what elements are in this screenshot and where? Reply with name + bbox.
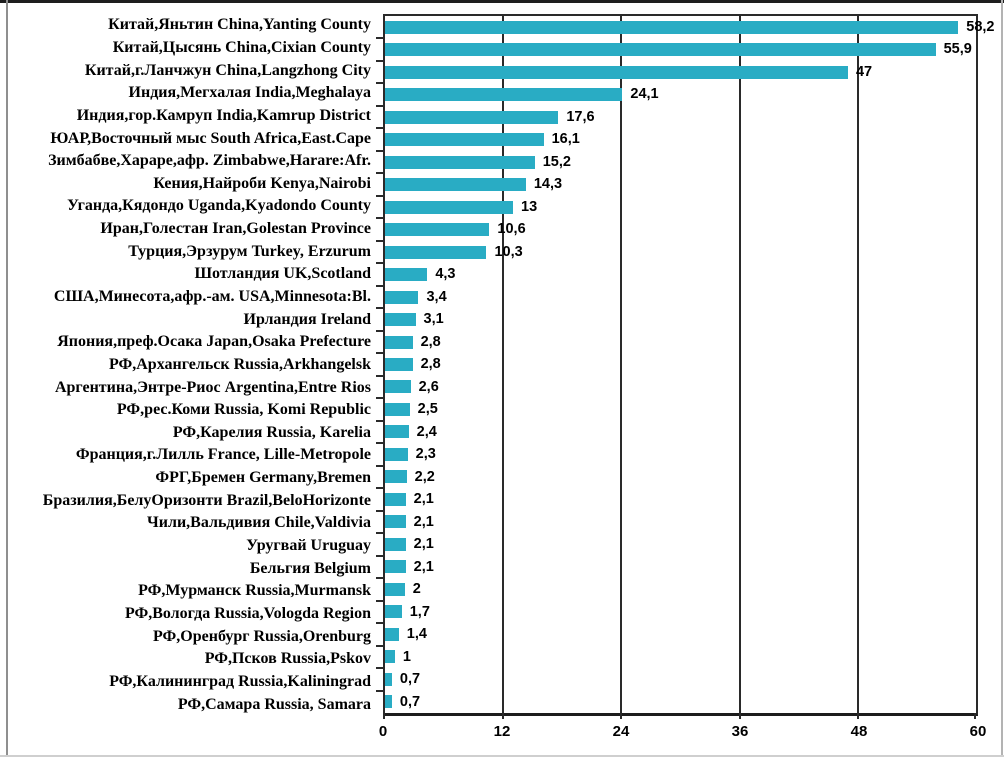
bar	[385, 156, 535, 169]
y-axis-tick	[376, 510, 385, 512]
category-label: Уганда,Кядондо Uganda,Kyadondo County	[67, 197, 371, 215]
value-label: 0,7	[399, 671, 421, 688]
bar-row	[385, 83, 976, 105]
value-label: 1,4	[406, 626, 427, 643]
value-label: 4,3	[435, 266, 456, 283]
bar	[385, 291, 418, 304]
frame-left-border	[6, 0, 8, 757]
value-label: 3,4	[426, 288, 447, 305]
value-label: 2,1	[413, 536, 434, 553]
category-label: Уругвай Uruguay	[246, 537, 371, 555]
value-label: 13	[521, 198, 538, 215]
y-axis-tick	[376, 465, 385, 467]
value-label: 2,5	[417, 401, 438, 418]
y-axis-tick	[376, 397, 385, 399]
category-label: РФ,Мурманск Russia,Murmansk	[138, 582, 371, 600]
bar	[385, 380, 411, 393]
category-label: РФ,Карелия Russia, Karelia	[172, 423, 371, 441]
y-axis-tick	[376, 127, 385, 129]
category-label: РФ,Вологда Russia,Vologda Region	[124, 604, 371, 622]
bar	[385, 515, 406, 528]
x-tick-label: 12	[493, 723, 511, 740]
category-label: Аргентина,Энтре-Риос Argentina,Entre Rios	[54, 378, 371, 396]
value-label: 15,2	[542, 153, 571, 170]
bar-row	[385, 511, 976, 533]
category-label: РФ,Калининград Russia,Kaliningrad	[109, 672, 371, 690]
value-label: 2,8	[420, 356, 441, 373]
y-axis-tick	[376, 600, 385, 602]
category-label: Китай,Яньтин China,Yanting County	[108, 16, 371, 34]
y-axis-tick	[376, 622, 385, 624]
y-axis-tick	[376, 532, 385, 534]
bar	[385, 133, 544, 146]
bar-row	[385, 218, 976, 240]
bar-row	[385, 398, 976, 420]
bar	[385, 605, 402, 618]
bar-row	[385, 668, 976, 690]
y-axis-tick	[376, 240, 385, 242]
category-label: Бразилия,БелуОризонти Brazil,BeloHorizonte	[42, 491, 371, 509]
bar-row	[385, 241, 976, 263]
category-label: Индия,Мегхалая India,Meghalaya	[128, 84, 371, 102]
y-axis-tick	[376, 555, 385, 557]
bar	[385, 313, 416, 326]
bar	[385, 538, 406, 551]
category-label: США,Минесота,афр.-ам. USA,Minnesota:Bl.	[53, 288, 371, 305]
value-label: 3,1	[423, 311, 444, 328]
bar	[385, 358, 413, 371]
bar-row	[385, 488, 976, 510]
y-axis-tick	[376, 82, 385, 84]
value-label: 2,6	[418, 378, 439, 395]
bar-row	[385, 353, 976, 375]
x-tick-label: 0	[378, 723, 388, 740]
bar	[385, 560, 406, 573]
y-axis-tick	[376, 375, 385, 377]
frame-top-border	[0, 0, 1004, 3]
value-label: 14,3	[533, 176, 563, 193]
bar	[385, 43, 936, 56]
category-label: РФ,Псков Russia,Pskov	[204, 650, 371, 668]
value-label: 58,2	[966, 18, 995, 35]
value-label: 2,1	[413, 491, 434, 508]
y-axis-tick	[376, 285, 385, 287]
frame-right-border	[1001, 0, 1003, 757]
bar-row	[385, 263, 976, 285]
category-label: Зимбабве,Хараре,афр. Zimbabwe,Harare:Afr.	[48, 152, 371, 170]
bar-row	[385, 691, 976, 713]
bar-row	[385, 151, 976, 173]
x-tick-label: 60	[969, 723, 987, 740]
bar-row	[385, 173, 976, 195]
y-ticks	[376, 16, 385, 713]
value-label: 2	[412, 581, 421, 598]
category-label: Кения,Найроби Kenya,Nairobi	[153, 174, 371, 192]
y-axis-tick	[376, 577, 385, 579]
y-axis-tick	[376, 307, 385, 309]
category-label: Индия,гор.Камруп India,Kamrup District	[76, 106, 371, 124]
x-axis-edge-tick	[383, 713, 385, 719]
bar-row	[385, 196, 976, 218]
x-tick-label: 24	[612, 723, 630, 740]
value-label: 1	[402, 648, 411, 665]
bar	[385, 268, 427, 281]
y-axis-tick	[376, 217, 385, 219]
bar-row	[385, 16, 995, 38]
bar-row	[385, 376, 976, 398]
category-label: Турция,Эрзурум Turkey, Erzurum	[128, 242, 371, 260]
value-label: 1,7	[409, 603, 430, 620]
bar	[385, 21, 958, 34]
value-label: 2,1	[413, 513, 434, 530]
category-label: Ирландия Ireland	[243, 310, 371, 328]
bar-row	[385, 38, 976, 60]
category-label: ЮАР,Восточный мыс South Africa,East.Cape	[50, 129, 371, 147]
bar	[385, 178, 526, 191]
bar-row	[385, 61, 976, 83]
value-label: 10,6	[497, 221, 526, 238]
bar	[385, 695, 392, 708]
category-labels	[10, 14, 371, 716]
bar	[385, 403, 410, 416]
value-label: 2,2	[414, 468, 435, 485]
category-label: Бельгия Belgium	[249, 559, 371, 577]
bar	[385, 88, 622, 101]
y-axis-tick	[376, 150, 385, 152]
value-label: 16,1	[551, 131, 580, 148]
bar	[385, 673, 392, 686]
plot-area	[383, 14, 995, 716]
category-label: РФ,рес.Коми Russia, Komi Republic	[116, 401, 371, 419]
y-axis-tick	[376, 105, 385, 107]
bar-row	[385, 578, 976, 600]
category-label: Шотландия UK,Scotland	[194, 265, 371, 283]
x-tick-label: 48	[850, 723, 868, 740]
y-axis-tick	[376, 330, 385, 332]
value-label: 47	[855, 63, 873, 80]
y-axis-tick	[376, 352, 385, 354]
bar-row	[385, 128, 976, 150]
bar	[385, 66, 848, 79]
category-label: РФ,Архангельск Russia,Arkhangelsk	[109, 355, 371, 373]
category-label: РФ,Самара Russia, Samara	[177, 695, 371, 713]
value-label: 10,3	[494, 243, 523, 260]
bar-row	[385, 533, 976, 555]
category-label: ФРГ,Бремен Germany,Bremen	[155, 469, 371, 487]
value-label: 2,4	[416, 423, 437, 440]
x-tick-label: 36	[731, 723, 749, 740]
x-axis-edge-tick	[974, 713, 976, 719]
bar-row	[385, 421, 976, 443]
bar	[385, 470, 407, 483]
bar-row	[385, 646, 976, 668]
bar	[385, 246, 486, 259]
y-axis-tick	[376, 60, 385, 62]
bar-row	[385, 556, 976, 578]
value-label: 0,7	[399, 693, 421, 710]
y-axis-tick	[376, 487, 385, 489]
bar-row	[385, 601, 976, 623]
y-axis-tick	[376, 420, 385, 422]
category-label: Чили,Вальдивия Chile,Valdivia	[147, 514, 371, 532]
category-label: РФ,Оренбург Russia,Orenburg	[153, 627, 371, 645]
bar-row	[385, 623, 976, 645]
category-label: Япония,преф.Осака Japan,Osaka Prefecture	[57, 333, 371, 351]
bar	[385, 650, 395, 663]
x-axis-labels	[378, 723, 987, 745]
bar	[385, 493, 406, 506]
bar	[385, 223, 489, 236]
value-label: 2,3	[415, 446, 436, 463]
bar	[385, 111, 558, 124]
value-label: 2,1	[413, 558, 434, 575]
bar	[385, 628, 399, 641]
category-label: Китай,г.Ланчжун China,Langzhong City	[84, 61, 371, 79]
bar-row	[385, 286, 976, 308]
y-axis-tick	[376, 667, 385, 669]
bar	[385, 201, 513, 214]
category-label: Франция,г.Лилль France, Lille-Metropole	[75, 446, 371, 464]
y-axis-tick	[376, 262, 385, 264]
category-label: Китай,Цысянь China,Cixian County	[112, 38, 371, 56]
bar-row	[385, 466, 976, 488]
y-axis-tick	[376, 690, 385, 692]
bar-row	[385, 443, 976, 465]
y-axis-tick	[376, 37, 385, 39]
y-axis-tick	[376, 442, 385, 444]
bar	[385, 425, 409, 438]
value-label: 17,6	[566, 108, 595, 125]
y-axis-tick	[376, 172, 385, 174]
y-axis-tick	[376, 645, 385, 647]
bar-row	[385, 331, 976, 353]
bar-row	[385, 106, 976, 128]
bar	[385, 336, 413, 349]
bar	[385, 448, 408, 461]
value-label: 24,1	[630, 86, 659, 103]
bar-row	[385, 308, 976, 330]
category-label: Иран,Голестан Iran,Golestan Province	[100, 220, 371, 238]
bar	[385, 583, 405, 596]
y-axis-tick	[376, 195, 385, 197]
bar-rows	[385, 16, 995, 713]
value-label: 2,8	[420, 333, 441, 350]
value-label: 55,9	[943, 41, 972, 58]
